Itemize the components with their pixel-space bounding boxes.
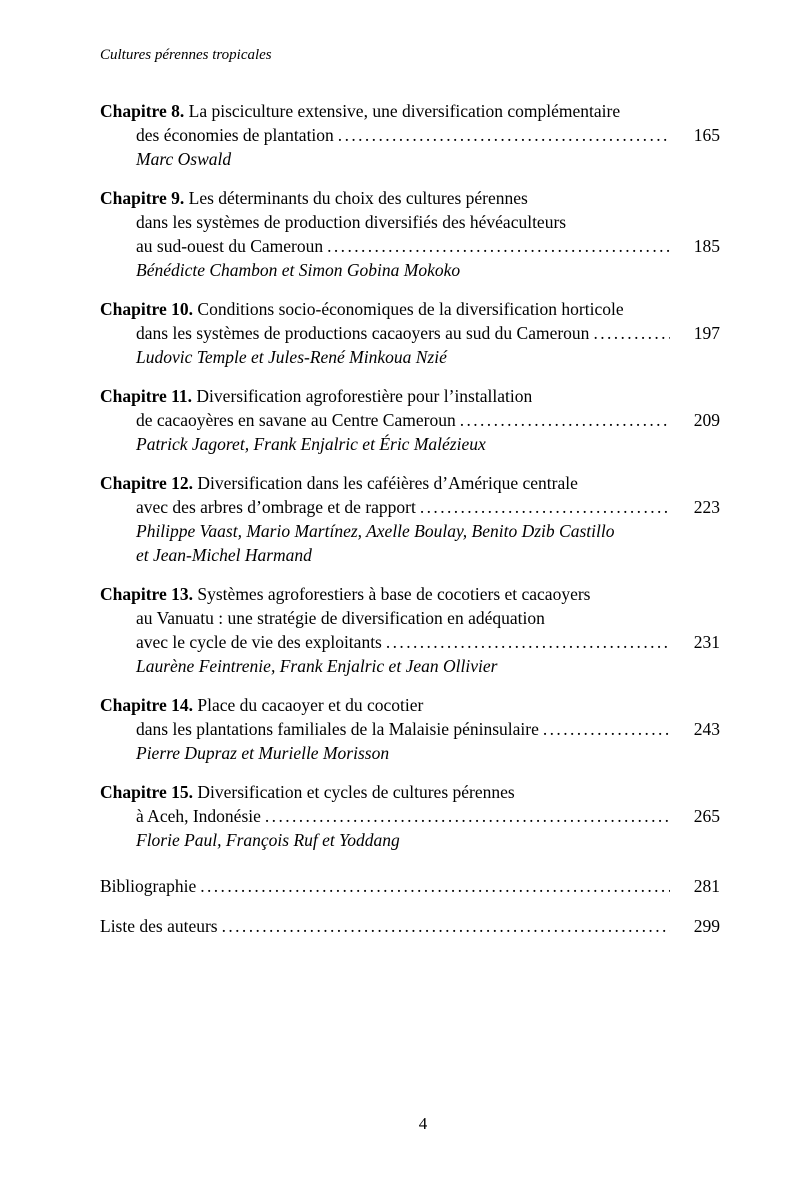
- toc-entry-chapitre-13: [100, 582, 720, 678]
- chapter-title-text: Conditions socio-économiques de la diversification horticole: [197, 299, 624, 319]
- chapter-title-text: Les déterminants du choix des cultures pérennes: [188, 188, 528, 208]
- chapter-title-text: Diversification agroforestière pour l’installation: [196, 386, 533, 406]
- chapter-title-line: [100, 471, 720, 495]
- page-ref: 299: [693, 916, 720, 936]
- chapter-title-line: [100, 321, 720, 345]
- toc-entry-chapitre-12: [100, 471, 720, 567]
- running-header: Cultures pérennes tropicales: [100, 47, 272, 63]
- dot-leader: [593, 321, 670, 345]
- chapter-label: Chapitre 8.: [100, 101, 185, 121]
- chapter-title-line: [100, 123, 720, 147]
- page-ref: 265: [693, 806, 720, 826]
- chapter-label: Chapitre 13.: [100, 584, 194, 604]
- toc-entry-chapitre-10: [100, 297, 720, 369]
- chapter-title-text: de cacaoyères en savane au Centre Cameroun: [136, 410, 456, 430]
- chapter-title-text: avec des arbres d’ombrage et de rapport: [136, 497, 416, 517]
- chapter-title-text: La pisciculture extensive, une diversification complémentaire: [188, 101, 621, 121]
- toc-entry-chapitre-9: [100, 186, 720, 282]
- authors-line: Pierre Dupraz et Murielle Morisson: [136, 743, 390, 763]
- back-matter-entry-liste-des-auteurs: [100, 914, 720, 938]
- folio-page-number: 4: [418, 1114, 428, 1133]
- chapter-title-text: avec le cycle de vie des exploitants: [136, 632, 382, 652]
- page-ref: 223: [693, 497, 720, 517]
- page-ref: 197: [693, 323, 720, 343]
- toc-entry-chapitre-8: [100, 99, 720, 171]
- chapter-title-line: [100, 234, 720, 258]
- chapter-title-line: [100, 186, 720, 210]
- back-matter: [100, 874, 720, 938]
- chapter-title-line: [100, 582, 720, 606]
- chapter-title-line: [100, 297, 720, 321]
- chapter-title-line: [100, 408, 720, 432]
- chapter-title-line: [100, 693, 720, 717]
- chapter-title-line: [100, 804, 720, 828]
- dot-leader: [338, 123, 670, 147]
- dot-leader: [460, 408, 670, 432]
- chapter-title-line: [100, 99, 720, 123]
- back-matter-entry-bibliographie: [100, 874, 720, 898]
- chapter-title-line: au Vanuatu : une stratégie de diversification en adéquation: [136, 608, 545, 628]
- chapter-title-text: Diversification et cycles de cultures pérennes: [197, 782, 515, 802]
- toc-entry-chapitre-14: [100, 693, 720, 765]
- authors-line: Philippe Vaast, Mario Martínez, Axelle Boulay, Benito Dzib Castillo: [136, 521, 615, 541]
- authors-line: Laurène Feintrenie, Frank Enjalric et Jean Ollivier: [136, 656, 498, 676]
- chapter-title-line: [100, 717, 720, 741]
- toc-entry-chapitre-11: [100, 384, 720, 456]
- authors-line: et Jean-Michel Harmand: [136, 545, 312, 565]
- dot-leader: [386, 630, 670, 654]
- chapter-label: Chapitre 11.: [100, 386, 193, 406]
- chapter-title-text: dans les plantations familiales de la Malaisie péninsulaire: [136, 719, 539, 739]
- dot-leader: [543, 717, 670, 741]
- authors-line: Ludovic Temple et Jules-René Minkoua Nzié: [136, 347, 447, 367]
- dot-leader: [420, 495, 670, 519]
- page-ref: 231: [693, 632, 720, 652]
- chapter-label: Chapitre 12.: [100, 473, 194, 493]
- page-ref: 281: [693, 876, 720, 896]
- page-ref: 165: [693, 125, 720, 145]
- dot-leader: [200, 874, 670, 898]
- chapter-label: Chapitre 15.: [100, 782, 194, 802]
- chapter-title-text: Systèmes agroforestiers à base de cocotiers et cacaoyers: [197, 584, 591, 604]
- authors-line: Bénédicte Chambon et Simon Gobina Mokoko: [136, 260, 461, 280]
- chapter-title-line: [100, 384, 720, 408]
- back-matter-title: Bibliographie: [100, 876, 197, 896]
- chapter-title-line: [100, 495, 720, 519]
- dot-leader: [222, 914, 670, 938]
- chapter-title-text: des économies de plantation: [136, 125, 334, 145]
- authors-line: Patrick Jagoret, Frank Enjalric et Éric Malézieux: [136, 434, 486, 454]
- chapter-title-line: [100, 780, 720, 804]
- toc-entry-chapitre-15: [100, 780, 720, 852]
- page-ref: 185: [693, 236, 720, 256]
- chapter-title-text: à Aceh, Indonésie: [136, 806, 261, 826]
- dot-leader: [265, 804, 670, 828]
- chapter-title-line: [100, 630, 720, 654]
- chapter-label: Chapitre 14.: [100, 695, 194, 715]
- chapter-label: Chapitre 10.: [100, 299, 194, 319]
- toc-list: [100, 99, 720, 938]
- chapter-title-text: Place du cacaoyer et du cocotier: [197, 695, 424, 715]
- back-matter-title: Liste des auteurs: [100, 916, 218, 936]
- authors-line: Marc Oswald: [136, 149, 232, 169]
- chapter-title-line: dans les systèmes de production diversifiés des hévéaculteurs: [136, 212, 567, 232]
- chapter-label: Chapitre 9.: [100, 188, 185, 208]
- chapter-title-text: au sud-ouest du Cameroun: [136, 236, 324, 256]
- chapter-title-text: Diversification dans les caféières d’Amérique centrale: [197, 473, 578, 493]
- page-ref: 209: [693, 410, 720, 430]
- dot-leader: [327, 234, 670, 258]
- page-ref: 243: [693, 719, 720, 739]
- authors-line: Florie Paul, François Ruf et Yoddang: [136, 830, 400, 850]
- chapter-title-text: dans les systèmes de productions cacaoyers au sud du Cameroun: [136, 323, 590, 343]
